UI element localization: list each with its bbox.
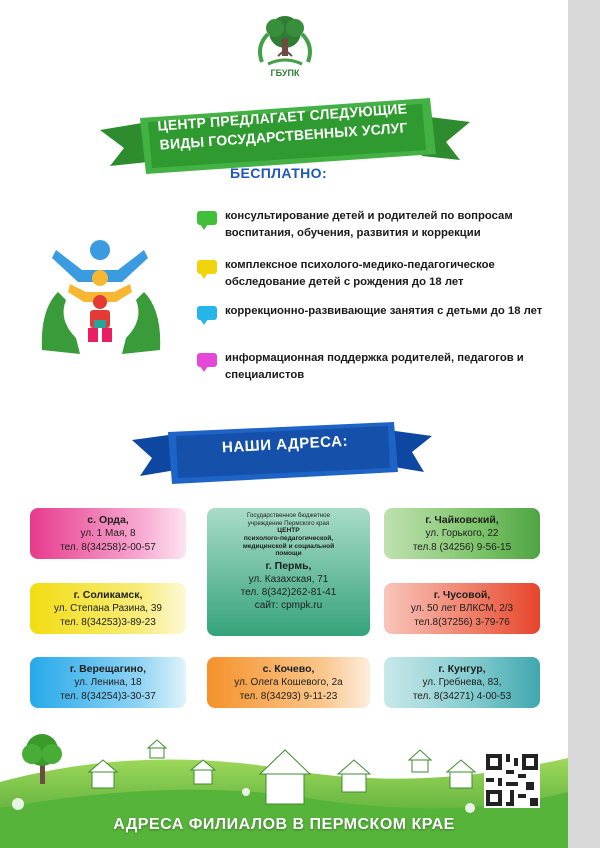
card-city: г. Чайковский, <box>425 514 499 526</box>
pink-speech-bubble-icon <box>197 353 217 367</box>
card-city: г. Верещагино, <box>69 663 147 675</box>
card-phone: тел. 8(34254)3-30-37 <box>60 691 156 702</box>
family-hands-illustration <box>36 230 166 360</box>
qr-code[interactable] <box>484 752 540 808</box>
card-phone: тел. 8(34258)2-00-57 <box>60 542 156 553</box>
org-type-line: учреждение Пермского края <box>247 519 330 527</box>
card-street: ул. 50 лет ВЛКСМ, 2/3 <box>410 603 514 614</box>
card-street: ул. Горького, 22 <box>425 528 499 539</box>
service-text: коррекционно-развивающие занятия с детьми до 18 лет <box>225 305 543 317</box>
address-card-vereshchagino <box>30 657 186 708</box>
org-name-line: помощи <box>275 550 302 558</box>
address-card-perm-center <box>207 508 370 636</box>
org-name-line: психолого-педагогической, <box>243 534 334 542</box>
card-city: г. Пермь, <box>265 560 312 573</box>
card-phone: тел.8(37256) 3-79-76 <box>414 617 510 628</box>
card-city: г. Соликамск, <box>73 589 143 601</box>
free-heading: БЕСПЛАТНО: <box>230 165 328 181</box>
footer-title: АДРЕСА ФИЛИАЛОВ В ПЕРМСКОМ КРАЕ <box>113 816 455 833</box>
address-card-solikamsk <box>30 583 186 634</box>
yellow-speech-bubble-icon <box>197 260 217 274</box>
org-name-line: ЦЕНТР <box>277 527 300 534</box>
services-banner-title: ЦЕНТР ПРЕДЛАГАЕТ СЛЕДУЮЩИЕ ВИДЫ ГОСУДАРСТВЕННЫХ УСЛУГ <box>156 100 409 153</box>
org-type-line: Государственное бюджетное <box>246 512 331 519</box>
card-city: г. Кунгур, <box>438 663 486 675</box>
addresses-ribbon <box>132 420 432 492</box>
card-city: с. Кочево, <box>262 663 315 675</box>
service-text: информационная поддержка родителей, педагогов и специалистов <box>225 352 524 381</box>
card-street: ул. 1 Мая, 8 <box>80 528 136 539</box>
card-city: с. Орда, <box>87 514 129 526</box>
service-item-info-support <box>197 350 567 384</box>
service-item-correction <box>197 303 567 320</box>
addresses-banner-title: НАШИ АДРЕСА: <box>221 432 349 457</box>
org-name-line: медицинской и социальной <box>242 542 335 550</box>
logo-caption: ГБУПК <box>270 68 300 78</box>
organization-logo <box>248 10 322 88</box>
website-link[interactable]: сайт: cpmpk.ru <box>254 600 323 612</box>
service-item-consulting <box>197 208 567 242</box>
service-item-examination <box>197 257 567 291</box>
address-card-chaikovsky <box>384 508 540 559</box>
card-street: ул. Казахская, 71 <box>248 574 329 586</box>
card-street: ул. Степана Разина, 39 <box>54 603 162 614</box>
address-card-kungur <box>384 657 540 708</box>
service-text: консультирование детей и родителей по вопросам воспитания, обучения, развития и коррекции <box>225 210 513 239</box>
card-phone: тел. 8(34293) 9-11-23 <box>239 691 338 702</box>
service-text: комплексное психолого-медико-педагогическое обследование детей с рождения до 18 лет <box>225 259 495 288</box>
card-street: ул. Ленина, 18 <box>74 677 142 688</box>
address-card-orda <box>30 508 186 559</box>
card-phone: тел.8 (34256) 9-56-15 <box>412 542 512 553</box>
blue-speech-bubble-icon <box>197 306 217 320</box>
card-phone: тел. 8(342)262-81-41 <box>240 587 337 599</box>
card-street: ул. Гребнева, 83, <box>422 677 502 688</box>
address-card-kochevo <box>207 657 370 708</box>
card-street: ул. Олега Кошевого, 2а <box>234 677 343 688</box>
card-city: г. Чусовой, <box>433 589 491 601</box>
card-phone: тел. 8(34253)3-89-23 <box>60 617 156 628</box>
address-card-chusovoy <box>384 583 540 634</box>
card-phone: тел. 8(34271) 4-00-53 <box>412 691 512 702</box>
green-speech-bubble-icon <box>197 211 217 225</box>
